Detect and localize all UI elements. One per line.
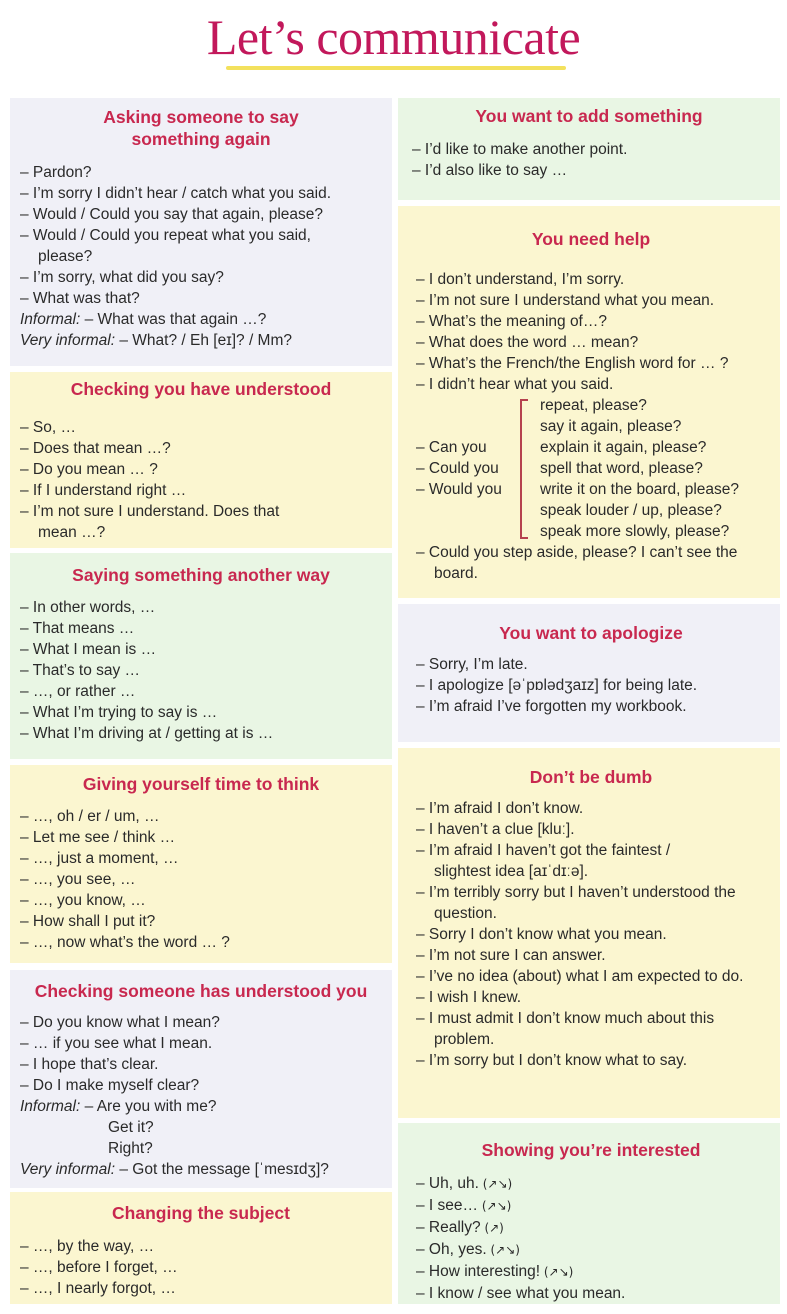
section-heading: Checking someone has understood you <box>34 981 368 1001</box>
list-item: – I wish I knew. <box>416 989 522 1006</box>
very-informal-label: Very informal: <box>20 332 116 349</box>
phrase: – Oh, yes. <box>416 1241 487 1258</box>
list-item: – … if you see what I mean. <box>20 1035 213 1052</box>
list-item: – I haven’t a clue [kluː]. <box>416 821 575 838</box>
list-item: – Sorry, I’m late. <box>416 656 528 673</box>
list-item <box>416 1283 766 1304</box>
list-item: – …, oh / er / um, … <box>20 808 160 825</box>
prefix-would-you: – Would you <box>416 481 502 498</box>
request-item: write it on the board, please? <box>540 481 740 498</box>
list-item <box>416 1173 766 1195</box>
list-item: – …, you see, … <box>20 871 136 888</box>
prefix-could-you: – Could you <box>416 460 499 477</box>
list-item: – What I mean is … <box>20 641 157 658</box>
phrase: – I know / see what you mean. <box>416 1285 626 1302</box>
list-item: – What’s the meaning of…? <box>416 313 607 330</box>
page-title: Let’s communicate <box>206 9 581 65</box>
intonation-arrows-icon: (↗↘) <box>478 1199 512 1213</box>
list-item: – I must admit I don’t know much about this problem. <box>416 1010 715 1048</box>
section-apologize <box>398 604 780 742</box>
list-item: – So, … <box>20 419 76 436</box>
title-underline <box>226 66 566 70</box>
list-item: – How shall I put it? <box>20 913 156 930</box>
very-informal-label: Very informal: <box>20 1161 116 1178</box>
very-informal-text: – What? / Eh [eɪ]? / Mm? <box>115 332 292 349</box>
list-item: – What I’m driving at / getting at is … <box>20 725 274 742</box>
phrase: – I see… <box>416 1197 479 1214</box>
list-item: – What I’m trying to say is … <box>20 704 218 721</box>
request-item: speak louder / up, please? <box>540 502 722 519</box>
list-item: – I’m sorry but I don’t know what to say. <box>416 1052 688 1069</box>
request-item: spell that word, please? <box>540 460 703 477</box>
informal-line: Get it? <box>108 1119 154 1136</box>
list-item: – I’m afraid I’ve forgotten my workbook. <box>416 698 687 715</box>
list-item: – Pardon? <box>20 164 92 181</box>
section-heading: You want to apologize <box>499 623 683 643</box>
list-item: – Could you step aside, please? I can’t see the board. <box>416 544 738 582</box>
list-item: – I’m terribly sorry but I haven’t understood the question. <box>416 884 736 922</box>
list-item: – I’m not sure I can answer. <box>416 947 606 964</box>
list-item: – I apologize [əˈpɒlədʒaɪz] for being late. <box>416 677 698 694</box>
request-item: speak more slowly, please? <box>540 523 730 540</box>
list-item: – …, before I forget, … <box>20 1259 178 1276</box>
section-heading: Changing the subject <box>112 1203 290 1223</box>
list-item: – I’m sorry, what did you say? <box>20 269 224 286</box>
can-you-block <box>398 395 766 542</box>
intonation-arrows-icon: (↗↘) <box>540 1265 574 1279</box>
list-item: – Do I make myself clear? <box>20 1077 200 1094</box>
section-subject <box>10 1192 392 1304</box>
list-item <box>416 1261 766 1283</box>
list-item: – Would / Could you say that again, please? <box>20 206 324 223</box>
section-heading: Giving yourself time to think <box>82 774 320 794</box>
list-item: – What’s the French/the English word for … ? <box>416 355 729 372</box>
informal-line <box>20 309 382 330</box>
informal-label: Informal: <box>20 1098 81 1115</box>
section-need-help <box>398 206 780 598</box>
informal-line <box>20 1096 382 1117</box>
informal-line: Right? <box>108 1140 153 1157</box>
list-item: – Do you know what I mean? <box>20 1014 220 1031</box>
section-time-to-think <box>10 765 392 963</box>
prefix-can-you: – Can you <box>416 439 487 456</box>
list-item: – I’d also like to say … <box>412 162 568 179</box>
section-heading: Asking someone to say something again <box>103 107 299 149</box>
list-item: – In other words, … <box>20 599 156 616</box>
section-someone-understood <box>10 970 392 1188</box>
list-item: – Let me see / think … <box>20 829 176 846</box>
intonation-arrow-icon: (↗) <box>480 1221 504 1235</box>
can-you-prefixes <box>416 437 502 500</box>
list-item: – That’s to say … <box>20 662 141 679</box>
list-item: – What was that? <box>20 290 140 307</box>
list-item: – I’m not sure I understand. Does that mean …? <box>20 503 280 541</box>
section-heading: Don’t be dumb <box>529 767 653 787</box>
list-item: – Sorry I don’t know what you mean. <box>416 926 667 943</box>
list-item: – …, by the way, … <box>20 1238 155 1255</box>
list-item: – I hope that’s clear. <box>20 1056 159 1073</box>
request-item: say it again, please? <box>540 418 682 435</box>
very-informal-text: – Got the message [ˈmesɪdʒ]? <box>115 1161 329 1178</box>
list-item: – …, just a moment, … <box>20 850 179 867</box>
list-item: – I’m not sure I understand what you mean. <box>416 292 715 309</box>
section-heading: You need help <box>531 229 651 249</box>
very-informal-line <box>20 330 382 351</box>
section-interested <box>398 1123 780 1304</box>
phrase: – Uh, uh. <box>416 1175 479 1192</box>
informal-text: – What was that again …? <box>80 311 267 328</box>
list-item: – I’m sorry I didn’t hear / catch what you said. <box>20 185 331 202</box>
section-understood <box>10 372 392 548</box>
section-heading: You want to add something <box>475 106 703 126</box>
section-dumb <box>398 748 780 1118</box>
bracket <box>520 399 528 539</box>
list-item: – …, or rather … <box>20 683 136 700</box>
list-item <box>416 1217 766 1239</box>
request-options <box>540 395 739 542</box>
phrase: – How interesting! <box>416 1263 541 1280</box>
list-item: – I’ve no idea (about) what I am expected to do. <box>416 968 744 985</box>
list-item: – Does that mean …? <box>20 440 171 457</box>
list-item: – That means … <box>20 620 135 637</box>
section-heading: Saying something another way <box>72 565 330 585</box>
list-item: – I’m afraid I don’t know. <box>416 800 584 817</box>
list-item: – I don’t understand, I’m sorry. <box>416 271 625 288</box>
list-item: – I’d like to make another point. <box>412 141 628 158</box>
phrase: – Really? <box>416 1219 481 1236</box>
list-item: – Would / Could you repeat what you said, please? <box>20 227 311 265</box>
informal-text: – Are you with me? <box>80 1098 217 1115</box>
list-item: – Do you mean … ? <box>20 461 158 478</box>
list-item: – …, I nearly forgot, … <box>20 1280 176 1297</box>
list-item <box>416 1195 766 1217</box>
list-item: – …, you know, … <box>20 892 146 909</box>
request-item: explain it again, please? <box>540 439 707 456</box>
intonation-arrows-icon: (↗↘) <box>486 1243 520 1257</box>
section-heading: Checking you have understood <box>70 379 332 399</box>
section-add-something <box>398 98 780 200</box>
list-item: – If I understand right … <box>20 482 187 499</box>
informal-label: Informal: <box>20 311 81 328</box>
list-item: – I didn’t hear what you said. <box>416 376 614 393</box>
list-item: – I’m afraid I haven’t got the faintest / slightest idea [aɪˈdɪːə]. <box>416 842 671 880</box>
list-item <box>416 1239 766 1261</box>
list-item: – What does the word … mean? <box>416 334 639 351</box>
section-say-again <box>10 98 392 366</box>
request-item: repeat, please? <box>540 397 647 414</box>
very-informal-line <box>20 1159 382 1180</box>
intonation-arrows-icon: (↗↘) <box>478 1177 513 1191</box>
section-another-way <box>10 553 392 759</box>
section-heading: Showing you’re interested <box>481 1140 701 1160</box>
list-item: – …, now what’s the word … ? <box>20 934 230 951</box>
